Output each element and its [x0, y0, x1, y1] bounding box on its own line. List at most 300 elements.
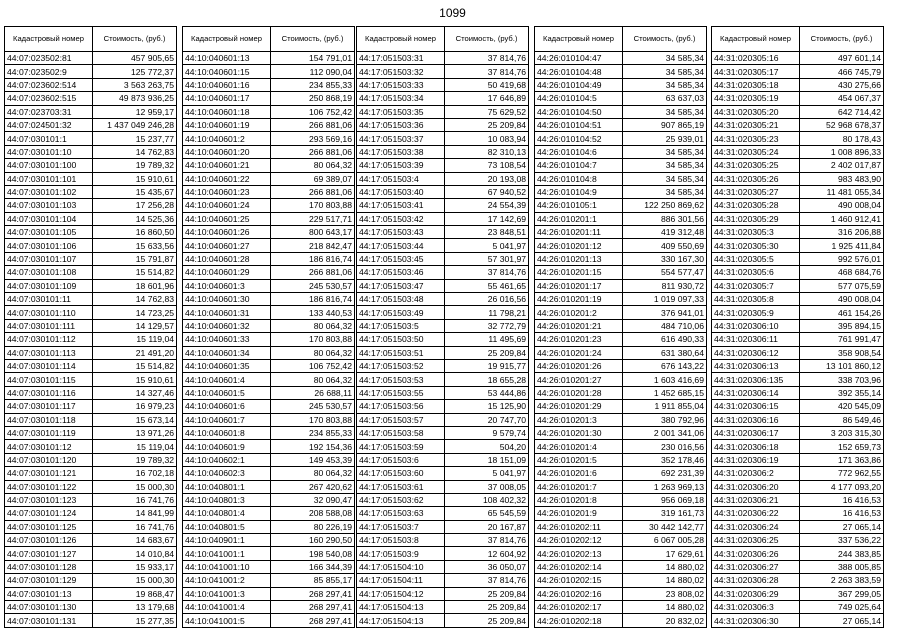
cadastral-number-cell: 44:17:051504:11 [357, 574, 445, 587]
table-row [5, 493, 177, 506]
cadastral-number-cell: 44:26:010202:13 [535, 547, 623, 560]
cost-cell: 1 603 416,69 [623, 373, 707, 386]
table-row [357, 65, 529, 78]
cadastral-number-cell: 44:17:051503:6 [357, 453, 445, 466]
cadastral-number-cell: 44:10:040801:1 [183, 480, 271, 493]
table-row [535, 212, 707, 225]
table-row [183, 520, 355, 533]
table-row [183, 333, 355, 346]
cadastral-number-cell: 44:17:051503:37 [357, 132, 445, 145]
table-row [712, 333, 884, 346]
cost-cell: 430 275,66 [800, 78, 884, 91]
table-row [5, 159, 177, 172]
table-row [183, 426, 355, 439]
cost-cell: 14 762,83 [93, 293, 177, 306]
cadastral-number-cell: 44:31:020305:24 [712, 145, 800, 158]
table-row [357, 52, 529, 65]
cost-cell: 245 530,57 [271, 400, 355, 413]
cost-cell: 34 585,34 [623, 145, 707, 158]
cost-cell: 14 723,25 [93, 306, 177, 319]
cost-cell: 170 803,88 [271, 413, 355, 426]
table-row [183, 293, 355, 306]
table-row [357, 118, 529, 131]
cost-cell: 82 310,13 [445, 145, 529, 158]
cost-cell: 749 025,64 [800, 601, 884, 614]
cost-cell: 122 250 869,62 [623, 199, 707, 212]
cadastral-number-cell: 44:07:030101:119 [5, 426, 93, 439]
table-row [535, 65, 707, 78]
cost-cell: 1 911 855,04 [623, 400, 707, 413]
cost-cell: 2 402 017,87 [800, 159, 884, 172]
table-row [712, 266, 884, 279]
table-row [357, 480, 529, 493]
table-row [357, 145, 529, 158]
table-row [357, 279, 529, 292]
table-row [535, 346, 707, 359]
table-row [357, 413, 529, 426]
cost-cell: 10 083,94 [445, 132, 529, 145]
table-row [357, 467, 529, 480]
table-row [712, 199, 884, 212]
cost-cell: 21 491,20 [93, 346, 177, 359]
table-row [183, 614, 355, 627]
cost-cell: 20 747,70 [445, 413, 529, 426]
table-row [183, 105, 355, 118]
cost-cell: 577 075,59 [800, 279, 884, 292]
cadastral-number-cell: 44:17:051503:59 [357, 440, 445, 453]
cost-cell: 616 490,33 [623, 333, 707, 346]
cadastral-number-cell: 44:10:040601:2 [183, 132, 271, 145]
table-row [535, 319, 707, 332]
table-row [535, 373, 707, 386]
cadastral-number-cell: 44:26:010201:29 [535, 400, 623, 413]
cadastral-number-cell: 44:07:030101:120 [5, 453, 93, 466]
cadastral-number-cell: 44:31:020305:30 [712, 239, 800, 252]
cadastral-number-cell: 44:07:030101:1 [5, 132, 93, 145]
cadastral-number-cell: 44:26:010201:23 [535, 333, 623, 346]
cost-cell: 250 868,19 [271, 92, 355, 105]
cost-cell: 244 383,85 [800, 547, 884, 560]
cost-cell: 112 090,04 [271, 65, 355, 78]
cost-cell: 18 655,28 [445, 373, 529, 386]
cost-cell: 16 860,50 [93, 226, 177, 239]
table-row [712, 279, 884, 292]
cadastral-number-cell: 44:17:051503:40 [357, 185, 445, 198]
cost-cell: 186 816,74 [271, 252, 355, 265]
table-row [712, 453, 884, 466]
table-row [357, 78, 529, 91]
table-row [5, 413, 177, 426]
cadastral-number-cell: 44:10:040601:23 [183, 185, 271, 198]
table-row [183, 319, 355, 332]
cadastral-number-cell: 44:07:030101:116 [5, 386, 93, 399]
cost-cell: 554 577,47 [623, 266, 707, 279]
cadastral-number-cell: 44:17:051503:44 [357, 239, 445, 252]
cost-cell: 504,20 [445, 440, 529, 453]
table-row [5, 185, 177, 198]
cost-cell: 15 277,35 [93, 614, 177, 627]
table-row [5, 547, 177, 560]
cost-cell: 14 880,02 [623, 560, 707, 573]
cadastral-number-cell: 44:26:010104:51 [535, 118, 623, 131]
cost-cell: 32 772,79 [445, 319, 529, 332]
cadastral-number-cell: 44:17:051503:52 [357, 359, 445, 372]
cadastral-number-cell: 44:31:020305:21 [712, 118, 800, 131]
cadastral-number-cell: 44:07:030101:125 [5, 520, 93, 533]
cost-cell: 25 209,84 [445, 118, 529, 131]
table-row [183, 453, 355, 466]
cost-cell: 1 437 049 246,28 [93, 118, 177, 131]
table-row [183, 547, 355, 560]
table-row [357, 440, 529, 453]
table-row [535, 560, 707, 573]
cost-cell: 208 588,08 [271, 507, 355, 520]
table-row [5, 306, 177, 319]
cadastral-number-cell: 44:07:030101:105 [5, 226, 93, 239]
cadastral-number-cell: 44:17:051503:46 [357, 266, 445, 279]
table-row [5, 105, 177, 118]
table-row [535, 226, 707, 239]
cost-cell: 34 585,34 [623, 78, 707, 91]
cadastral-number-cell: 44:10:040601:20 [183, 145, 271, 158]
cadastral-number-cell: 44:07:030101:129 [5, 574, 93, 587]
table-row [712, 386, 884, 399]
cadastral-number-cell: 44:26:010201:12 [535, 239, 623, 252]
table-row [5, 266, 177, 279]
table-row [183, 400, 355, 413]
cadastral-number-cell: 44:07:030101:107 [5, 252, 93, 265]
cadastral-number-cell: 44:07:030101:117 [5, 400, 93, 413]
cadastral-number-cell: 44:10:040601:31 [183, 306, 271, 319]
cost-cell: 52 968 678,37 [800, 118, 884, 131]
cadastral-number-cell: 44:26:010201:2 [535, 306, 623, 319]
cost-cell: 34 585,34 [623, 172, 707, 185]
table-row [5, 172, 177, 185]
cost-cell: 956 069,18 [623, 493, 707, 506]
table-row [183, 560, 355, 573]
cadastral-number-cell: 44:31:020306:14 [712, 386, 800, 399]
cadastral-number-cell: 44:10:040601:16 [183, 78, 271, 91]
table-row [357, 574, 529, 587]
table-row [357, 293, 529, 306]
cadastral-number-cell: 44:10:040601:25 [183, 212, 271, 225]
cost-cell: 34 585,34 [623, 65, 707, 78]
cadastral-table-5 [711, 26, 884, 628]
cadastral-number-cell: 44:17:051503:9 [357, 547, 445, 560]
cadastral-number-cell: 44:10:040601:9 [183, 440, 271, 453]
cost-cell: 34 585,34 [623, 185, 707, 198]
table-row [5, 601, 177, 614]
table-row [712, 105, 884, 118]
cost-cell: 330 167,30 [623, 252, 707, 265]
cost-cell: 454 067,37 [800, 92, 884, 105]
table-row [357, 400, 529, 413]
cadastral-number-cell: 44:26:010201:17 [535, 279, 623, 292]
cost-cell: 154 791,01 [271, 52, 355, 65]
table-row [357, 346, 529, 359]
header-cadastral: Кадастровый номер [535, 27, 623, 52]
cadastral-number-cell: 44:17:051504:10 [357, 560, 445, 573]
cost-cell: 490 008,04 [800, 199, 884, 212]
cadastral-number-cell: 44:17:051503:39 [357, 159, 445, 172]
cadastral-number-cell: 44:07:023602:514 [5, 78, 93, 91]
table-row [5, 373, 177, 386]
table-row [357, 306, 529, 319]
cost-cell: 37 814,76 [445, 52, 529, 65]
cadastral-number-cell: 44:31:020306:30 [712, 614, 800, 627]
table-row [712, 319, 884, 332]
cadastral-number-cell: 44:31:020306:21 [712, 493, 800, 506]
cost-cell: 5 041,97 [445, 239, 529, 252]
cost-cell: 16 979,23 [93, 400, 177, 413]
table-row [357, 333, 529, 346]
cadastral-number-cell: 44:07:030101:103 [5, 199, 93, 212]
cost-cell: 11 798,21 [445, 306, 529, 319]
cost-cell: 13 971,26 [93, 426, 177, 439]
cadastral-number-cell: 44:31:020305:28 [712, 199, 800, 212]
cadastral-number-cell: 44:26:010104:50 [535, 105, 623, 118]
cost-cell: 186 816,74 [271, 293, 355, 306]
cost-cell: 170 803,88 [271, 333, 355, 346]
cadastral-number-cell: 44:10:040601:17 [183, 92, 271, 105]
cost-cell: 25 209,84 [445, 587, 529, 600]
cadastral-number-cell: 44:26:010201:6 [535, 467, 623, 480]
cadastral-number-cell: 44:17:051503:62 [357, 493, 445, 506]
cadastral-number-cell: 44:31:020306:25 [712, 534, 800, 547]
cost-cell: 367 299,05 [800, 587, 884, 600]
cadastral-number-cell: 44:17:051503:4 [357, 172, 445, 185]
cadastral-number-cell: 44:17:051503:31 [357, 52, 445, 65]
table-row [712, 467, 884, 480]
table-row [712, 493, 884, 506]
cost-cell: 17 142,69 [445, 212, 529, 225]
cost-cell: 149 453,39 [271, 453, 355, 466]
cost-cell: 34 585,34 [623, 52, 707, 65]
table-row [357, 266, 529, 279]
cadastral-number-cell: 44:07:023502:81 [5, 52, 93, 65]
table-row [357, 252, 529, 265]
cadastral-number-cell: 44:26:010201:26 [535, 359, 623, 372]
cadastral-number-cell: 44:17:051503:42 [357, 212, 445, 225]
cost-cell: 17 646,89 [445, 92, 529, 105]
cadastral-number-cell: 44:31:020305:19 [712, 92, 800, 105]
cadastral-number-cell: 44:31:020305:9 [712, 306, 800, 319]
table-row [183, 159, 355, 172]
cost-cell: 4 177 093,20 [800, 480, 884, 493]
table-row [535, 266, 707, 279]
cost-cell: 1 019 097,33 [623, 293, 707, 306]
table-row [183, 507, 355, 520]
cost-cell: 16 702,18 [93, 467, 177, 480]
cadastral-number-cell: 44:17:051503:53 [357, 373, 445, 386]
table-row [183, 440, 355, 453]
cost-cell: 14 762,83 [93, 145, 177, 158]
table-row [183, 252, 355, 265]
cadastral-number-cell: 44:10:040601:22 [183, 172, 271, 185]
table-row [712, 92, 884, 105]
cost-cell: 380 792,96 [623, 413, 707, 426]
cadastral-number-cell: 44:07:030101:123 [5, 493, 93, 506]
cadastral-number-cell: 44:17:051503:5 [357, 319, 445, 332]
table-row [5, 319, 177, 332]
table-row [535, 333, 707, 346]
cost-cell: 466 745,79 [800, 65, 884, 78]
cadastral-number-cell: 44:07:030101:12 [5, 440, 93, 453]
cost-cell: 80 178,43 [800, 132, 884, 145]
cadastral-number-cell: 44:10:040601:27 [183, 239, 271, 252]
cost-cell: 376 941,01 [623, 306, 707, 319]
cost-cell: 1 263 969,13 [623, 480, 707, 493]
cost-cell: 26 016,56 [445, 293, 529, 306]
cadastral-number-cell: 44:31:020306:19 [712, 453, 800, 466]
table-row [535, 78, 707, 91]
header-cost: Стоимость, (руб.) [445, 27, 529, 52]
cadastral-number-cell: 44:07:030101:100 [5, 159, 93, 172]
table-row [712, 306, 884, 319]
table-row [5, 400, 177, 413]
cadastral-number-cell: 44:07:030101:126 [5, 534, 93, 547]
cost-cell: 23 848,51 [445, 226, 529, 239]
cost-cell: 11 495,69 [445, 333, 529, 346]
cost-cell: 63 637,03 [623, 92, 707, 105]
cost-cell: 152 659,73 [800, 440, 884, 453]
cadastral-number-cell: 44:31:020305:23 [712, 132, 800, 145]
table-row [5, 574, 177, 587]
table-row [712, 172, 884, 185]
table-row [5, 199, 177, 212]
cadastral-number-cell: 44:10:040601:19 [183, 118, 271, 131]
cadastral-number-cell: 44:07:030101:114 [5, 359, 93, 372]
cadastral-number-cell: 44:07:030101:118 [5, 413, 93, 426]
table-row [535, 614, 707, 627]
table-row [183, 212, 355, 225]
cost-cell: 268 297,41 [271, 587, 355, 600]
cost-cell: 20 193,08 [445, 172, 529, 185]
cost-cell: 419 312,48 [623, 226, 707, 239]
cost-cell: 75 629,52 [445, 105, 529, 118]
cost-cell: 171 363,86 [800, 453, 884, 466]
cadastral-number-cell: 44:07:030101:102 [5, 185, 93, 198]
table-row [357, 132, 529, 145]
cost-cell: 37 814,76 [445, 574, 529, 587]
table-row [183, 266, 355, 279]
table-row [5, 467, 177, 480]
table-row [535, 239, 707, 252]
table-row [357, 520, 529, 533]
cost-cell: 25 939,01 [623, 132, 707, 145]
cadastral-number-cell: 44:07:030101:104 [5, 212, 93, 225]
cost-cell: 160 290,50 [271, 534, 355, 547]
cost-cell: 15 119,04 [93, 440, 177, 453]
cadastral-number-cell: 44:07:030101:11 [5, 293, 93, 306]
cost-cell: 15 237,77 [93, 132, 177, 145]
table-row [712, 78, 884, 91]
cadastral-number-cell: 44:10:040601:32 [183, 319, 271, 332]
cadastral-number-cell: 44:31:020306:16 [712, 413, 800, 426]
cost-cell: 15 125,90 [445, 400, 529, 413]
cost-cell: 234 855,33 [271, 426, 355, 439]
cadastral-number-cell: 44:31:020306:24 [712, 520, 800, 533]
table-row [712, 560, 884, 573]
cadastral-number-cell: 44:31:020305:27 [712, 185, 800, 198]
cadastral-number-cell: 44:31:020306:28 [712, 574, 800, 587]
cost-cell: 30 442 142,77 [623, 520, 707, 533]
cost-cell: 268 297,41 [271, 614, 355, 627]
cadastral-number-cell: 44:07:024501:32 [5, 118, 93, 131]
header-cost: Стоимость, (руб.) [271, 27, 355, 52]
cost-cell: 229 517,71 [271, 212, 355, 225]
cadastral-number-cell: 44:31:020305:5 [712, 252, 800, 265]
cost-cell: 9 579,74 [445, 426, 529, 439]
cadastral-number-cell: 44:17:051503:58 [357, 426, 445, 439]
table-row [535, 52, 707, 65]
table-row [712, 440, 884, 453]
table-row [535, 132, 707, 145]
cadastral-number-cell: 44:31:020305:26 [712, 172, 800, 185]
table-row [712, 185, 884, 198]
cadastral-number-cell: 44:31:020306:15 [712, 400, 800, 413]
cost-cell: 13 101 860,12 [800, 359, 884, 372]
header-cadastral: Кадастровый номер [5, 27, 93, 52]
cadastral-number-cell: 44:26:010201:24 [535, 346, 623, 359]
table-row [712, 52, 884, 65]
table-row [183, 185, 355, 198]
table-row [5, 359, 177, 372]
cadastral-number-cell: 44:17:051504:12 [357, 587, 445, 600]
cost-cell: 108 402,32 [445, 493, 529, 506]
cadastral-number-cell: 44:07:030101:108 [5, 266, 93, 279]
cadastral-number-cell: 44:31:020305:7 [712, 279, 800, 292]
cost-cell: 192 154,36 [271, 440, 355, 453]
table-row [357, 239, 529, 252]
cost-cell: 73 108,54 [445, 159, 529, 172]
cadastral-number-cell: 44:10:040601:30 [183, 293, 271, 306]
cadastral-number-cell: 44:10:041001:1 [183, 547, 271, 560]
table-row [5, 386, 177, 399]
cost-cell: 37 814,76 [445, 534, 529, 547]
cost-cell: 18 601,96 [93, 279, 177, 292]
table-row [183, 92, 355, 105]
cost-cell: 484 710,06 [623, 319, 707, 332]
cadastral-number-cell: 44:31:020306:17 [712, 426, 800, 439]
cost-cell: 85 855,17 [271, 574, 355, 587]
cadastral-number-cell: 44:07:030101:122 [5, 480, 93, 493]
table-row [5, 534, 177, 547]
cost-cell: 15 791,87 [93, 252, 177, 265]
cadastral-number-cell: 44:26:010105:1 [535, 199, 623, 212]
table-row [712, 212, 884, 225]
cost-cell: 811 930,72 [623, 279, 707, 292]
cost-cell: 14 327,46 [93, 386, 177, 399]
table-row [535, 199, 707, 212]
table-row [712, 252, 884, 265]
table-row [535, 534, 707, 547]
cost-cell: 106 752,42 [271, 359, 355, 372]
cost-cell: 15 933,17 [93, 560, 177, 573]
cost-cell: 983 483,90 [800, 172, 884, 185]
cost-cell: 267 420,62 [271, 480, 355, 493]
cost-cell: 245 530,57 [271, 279, 355, 292]
cadastral-number-cell: 44:31:020306:18 [712, 440, 800, 453]
table-row [712, 520, 884, 533]
table-row [712, 132, 884, 145]
table-row [357, 587, 529, 600]
cost-cell: 337 536,22 [800, 534, 884, 547]
cadastral-number-cell: 44:17:051503:56 [357, 400, 445, 413]
cost-cell: 234 855,33 [271, 78, 355, 91]
cost-cell: 25 209,84 [445, 346, 529, 359]
cost-cell: 338 703,96 [800, 373, 884, 386]
